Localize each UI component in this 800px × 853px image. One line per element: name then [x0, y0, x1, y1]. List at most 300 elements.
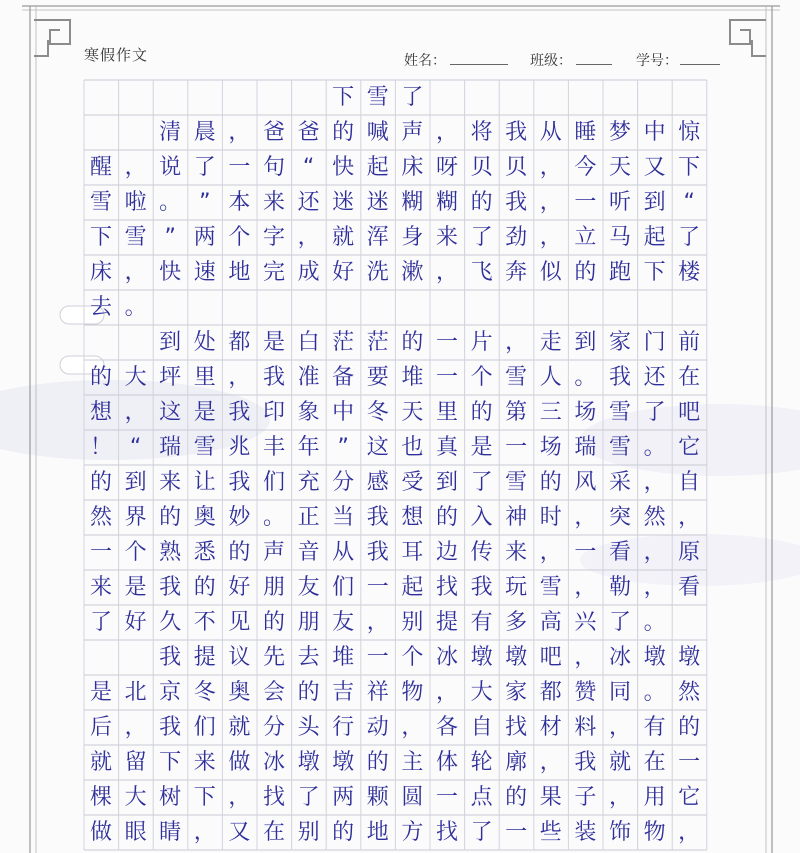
essay-character: 地 — [228, 260, 251, 285]
essay-character: 听 — [608, 190, 631, 215]
essay-character: 我 — [608, 365, 631, 390]
essay-character: 的 — [332, 120, 355, 145]
essay-character: 吉 — [332, 680, 355, 705]
essay-character: 瑞 — [574, 435, 597, 460]
essay-character: 是 — [262, 330, 285, 355]
essay-character: 有 — [470, 610, 493, 635]
essay-character: 找 — [435, 575, 458, 600]
essay-character: 我 — [470, 575, 493, 600]
essay-character: ， — [539, 540, 562, 565]
essay-character: ， — [539, 225, 562, 250]
essay-character: 到 — [643, 190, 666, 215]
essay-character: 感 — [366, 470, 389, 495]
essay-character: 分 — [332, 470, 355, 495]
essay-character: 备 — [332, 365, 355, 390]
essay-character: 这 — [159, 400, 182, 425]
essay-character: 地 — [366, 820, 389, 845]
essay-character: 象 — [297, 400, 320, 425]
essay-character: 做 — [89, 820, 112, 845]
essay-character: 多 — [505, 610, 528, 635]
essay-character: 速 — [193, 260, 216, 285]
essay-character: 下 — [193, 785, 216, 810]
essay-character: 了 — [608, 610, 631, 635]
essay-character: 是 — [193, 400, 216, 425]
student-id-label: 学号： — [636, 53, 678, 69]
essay-character: 完 — [262, 260, 285, 285]
essay-character: 下 — [678, 155, 701, 180]
essay-character: 冰 — [608, 645, 631, 670]
essay-character: 看 — [678, 575, 701, 600]
essay-character: 中 — [332, 400, 355, 425]
essay-character: 动 — [366, 715, 389, 740]
essay-character: 一 — [89, 540, 112, 565]
essay-character: ， — [228, 785, 251, 810]
essay-character: 是 — [470, 435, 493, 460]
essay-character: 雪 — [193, 435, 216, 460]
essay-character: 了 — [401, 85, 424, 110]
essay-character: 。 — [262, 505, 285, 530]
name-label: 姓名： — [404, 53, 446, 69]
essay-character: 雪 — [89, 190, 112, 215]
essay-character: 天 — [401, 400, 424, 425]
essay-character: 雪 — [608, 400, 631, 425]
essay-character: 的 — [228, 540, 251, 565]
essay-character: 还 — [643, 365, 666, 390]
essay-character: 到 — [435, 470, 458, 495]
essay-character: 冬 — [366, 400, 389, 425]
essay-character: 一 — [505, 820, 528, 845]
essay-character: 树 — [159, 785, 182, 810]
essay-character: 物 — [401, 680, 424, 705]
essay-character: 本 — [228, 190, 251, 215]
essay-character: 起 — [401, 575, 424, 600]
essay-character: 白 — [297, 330, 320, 355]
essay-character: 睛 — [159, 820, 182, 845]
essay-character: 雪 — [366, 85, 389, 110]
essay-character: 爸 — [297, 120, 320, 145]
essay-character: 中 — [643, 120, 666, 145]
essay-character: 的 — [470, 400, 493, 425]
essay-character: “ — [302, 155, 315, 180]
essay-character: 提 — [435, 610, 458, 635]
essay-character: 也 — [401, 435, 424, 460]
essay-character: 贝 — [505, 155, 528, 180]
essay-character: 在 — [643, 750, 666, 775]
essay-character: 喊 — [366, 120, 389, 145]
essay-character: 下 — [89, 225, 112, 250]
essay-character: ， — [401, 715, 424, 740]
essay-character: 就 — [89, 750, 112, 775]
essay-character: 我 — [366, 505, 389, 530]
essay-character: 个 — [228, 225, 251, 250]
essay-character: 走 — [539, 330, 562, 355]
essay-character: 马 — [608, 225, 631, 250]
essay-character: 一 — [435, 365, 458, 390]
essay-character: 家 — [608, 330, 631, 355]
essay-character: 句 — [262, 155, 285, 180]
essay-character: 来 — [505, 540, 528, 565]
essay-character: 传 — [470, 540, 493, 565]
essay-character: 的 — [193, 575, 216, 600]
essay-character: 友 — [332, 610, 355, 635]
essay-character: 棵 — [89, 785, 112, 810]
essay-character: 料 — [574, 715, 597, 740]
essay-character: 就 — [228, 715, 251, 740]
essay-character: 大 — [470, 680, 493, 705]
essay-character: 好 — [332, 260, 355, 285]
essay-character: 方 — [401, 820, 424, 845]
essay-character: 一 — [574, 540, 597, 565]
essay-character: 来 — [193, 750, 216, 775]
essay-character: 然 — [643, 505, 666, 530]
essay-character: 吧 — [678, 400, 701, 425]
essay-character: 床 — [89, 260, 112, 285]
essay-character: 的 — [262, 610, 285, 635]
essay-character: 的 — [159, 505, 182, 530]
essay-character: ” — [337, 435, 349, 460]
essay-character: 的 — [435, 505, 458, 530]
essay-character: 装 — [574, 820, 597, 845]
essay-character: 洗 — [366, 260, 389, 285]
essay-character: 会 — [262, 680, 285, 705]
essay-character: 一 — [435, 330, 458, 355]
essay-character: 梦 — [608, 120, 631, 145]
essay-character: 人 — [539, 365, 562, 390]
essay-character: 今 — [574, 155, 597, 180]
essay-character: ， — [297, 225, 320, 250]
essay-character: 身 — [401, 225, 424, 250]
essay-character: 别 — [297, 820, 320, 845]
essay-character: 一 — [366, 575, 389, 600]
class-label: 班级： — [530, 53, 572, 69]
essay-character: 浑 — [366, 225, 389, 250]
essay-character: 我 — [228, 400, 251, 425]
essay-character: 字 — [262, 225, 285, 250]
essay-character: 是 — [124, 575, 147, 600]
essay-character: 我 — [505, 120, 528, 145]
essay-character: 里 — [193, 365, 216, 390]
essay-character: 的 — [574, 260, 597, 285]
essay-character: 高 — [539, 610, 562, 635]
essay-character: 的 — [89, 365, 112, 390]
essay-character: 。 — [574, 365, 597, 390]
essay-character: 好 — [124, 610, 147, 635]
essay-character: ， — [608, 785, 631, 810]
essay-character: ， — [435, 120, 458, 145]
essay-character: ， — [574, 505, 597, 530]
essay-character: 去 — [297, 645, 320, 670]
essay-character: 的 — [89, 470, 112, 495]
essay-character: 迷 — [366, 190, 389, 215]
essay-character: 的 — [297, 680, 320, 705]
essay-character: 的 — [505, 785, 528, 810]
essay-character: 墩 — [678, 645, 701, 670]
essay-character: 说 — [159, 155, 182, 180]
essay-character: 时 — [539, 505, 562, 530]
essay-character: 自 — [470, 715, 493, 740]
essay-character: 我 — [228, 470, 251, 495]
essay-character: 各 — [435, 715, 458, 740]
essay-character: 丰 — [262, 435, 285, 460]
essay-character: 的 — [470, 190, 493, 215]
essay-character: 。 — [124, 295, 147, 320]
essay-character: 有 — [643, 715, 666, 740]
essay-character: 自 — [678, 470, 701, 495]
essay-character: 一 — [228, 155, 251, 180]
essay-character: 。 — [643, 610, 666, 635]
essay-character: 堆 — [332, 645, 355, 670]
essay-character: 雪 — [539, 575, 562, 600]
essay-character: 成 — [297, 260, 320, 285]
essay-character: 耳 — [401, 540, 424, 565]
essay-character: 然 — [89, 505, 112, 530]
essay-character: 坪 — [159, 365, 182, 390]
essay-character: ， — [574, 575, 597, 600]
essay-character: 颗 — [366, 785, 389, 810]
essay-character: 别 — [401, 610, 424, 635]
essay-character: ， — [643, 470, 666, 495]
essay-character: 墩 — [332, 750, 355, 775]
essay-character: 京 — [159, 680, 182, 705]
essay-character: 两 — [332, 785, 355, 810]
essay-character: 们 — [332, 575, 355, 600]
essay-character: ， — [574, 645, 597, 670]
essay-character: 主 — [401, 750, 424, 775]
essay-character: 好 — [228, 575, 251, 600]
essay-character: 朋 — [262, 575, 285, 600]
essay-character: 采 — [608, 470, 631, 495]
essay-character: 第 — [505, 400, 528, 425]
essay-character: 兴 — [574, 610, 597, 635]
essay-character: 来 — [89, 575, 112, 600]
essay-character: 迷 — [332, 190, 355, 215]
essay-character: 就 — [332, 225, 355, 250]
essay-character: 饰 — [608, 820, 631, 845]
essay-character: 醒 — [89, 155, 112, 180]
essay-character: 还 — [297, 190, 320, 215]
essay-character: 我 — [159, 715, 182, 740]
essay-character: 正 — [297, 505, 320, 530]
essay-character: 受 — [401, 470, 424, 495]
essay-character: 不 — [193, 610, 216, 635]
essay-character: 冰 — [262, 750, 285, 775]
essay-character: ， — [124, 400, 147, 425]
essay-character: 眼 — [124, 820, 147, 845]
essay-character: 来 — [435, 225, 458, 250]
essay-character: 们 — [262, 470, 285, 495]
essay-character: 后 — [89, 715, 112, 740]
essay-character: 先 — [262, 645, 285, 670]
essay-character: 点 — [470, 785, 493, 810]
essay-character: 突 — [608, 505, 631, 530]
essay-character: 跑 — [608, 260, 631, 285]
essay-character: ” — [199, 190, 211, 215]
essay-character: 体 — [435, 750, 458, 775]
essay-character: 茫 — [366, 330, 389, 355]
essay-character: 想 — [89, 400, 112, 425]
essay-character: 里 — [435, 400, 458, 425]
essay-character: 从 — [539, 120, 562, 145]
essay-character: 头 — [297, 715, 320, 740]
essay-character: 飞 — [470, 260, 493, 285]
essay-character: 了 — [470, 470, 493, 495]
essay-character: 充 — [297, 470, 320, 495]
essay-character: 入 — [470, 505, 493, 530]
essay-character: 分 — [262, 715, 285, 740]
essay-character: 清 — [159, 120, 182, 145]
essay-character: “ — [129, 435, 142, 460]
essay-character: 茫 — [332, 330, 355, 355]
essay-character: 做 — [228, 750, 251, 775]
essay-character: 劲 — [505, 225, 528, 250]
essay-character: 起 — [366, 155, 389, 180]
essay-character: 到 — [574, 330, 597, 355]
essay-character: 找 — [505, 715, 528, 740]
essay-character: 大 — [124, 365, 147, 390]
essay-character: 风 — [574, 470, 597, 495]
essay-character: 的 — [539, 470, 562, 495]
essay-character: 我 — [505, 190, 528, 215]
essay-character: 奥 — [228, 680, 251, 705]
essay-character: 门 — [643, 330, 666, 355]
essay-character: 了 — [89, 610, 112, 635]
essay-character: 。 — [643, 435, 666, 460]
essay-character: 这 — [366, 435, 389, 460]
essay-character: 。 — [643, 680, 666, 705]
essay-character: 了 — [470, 225, 493, 250]
essay-character: 去 — [89, 295, 112, 320]
essay-character: 将 — [470, 120, 493, 145]
essay-character: ， — [678, 505, 701, 530]
essay-character: 玩 — [505, 575, 528, 600]
essay-character: 快 — [332, 155, 355, 180]
essay-character: 堆 — [401, 365, 424, 390]
essay-character: 起 — [643, 225, 666, 250]
essay-character: 惊 — [678, 120, 701, 145]
essay-character: 场 — [539, 435, 562, 460]
essay-character: 就 — [608, 750, 631, 775]
essay-character: 下 — [332, 85, 355, 110]
essay-character: ！ — [89, 435, 112, 460]
essay-character: 子 — [574, 785, 597, 810]
essay-character: ， — [539, 750, 562, 775]
essay-character: 的 — [332, 820, 355, 845]
essay-character: ， — [435, 260, 458, 285]
essay-character: 当 — [332, 505, 355, 530]
essay-character: 然 — [678, 680, 701, 705]
essay-character: 悉 — [193, 540, 216, 565]
worksheet-title: 寒假作文 — [84, 46, 149, 64]
essay-character: 了 — [470, 820, 493, 845]
essay-character: 声 — [262, 540, 285, 565]
essay-character: 雪 — [505, 470, 528, 495]
essay-character: 天 — [608, 155, 631, 180]
essay-character: 楼 — [678, 260, 701, 285]
essay-character: ， — [643, 540, 666, 565]
essay-character: 的 — [401, 330, 424, 355]
essay-character: ， — [539, 155, 562, 180]
essay-character: 又 — [228, 820, 251, 845]
essay-character: ， — [228, 120, 251, 145]
essay-character: 原 — [678, 540, 701, 565]
essay-character: 材 — [539, 715, 562, 740]
essay-character: 北 — [124, 680, 147, 705]
essay-character: 片 — [470, 330, 493, 355]
essay-character: 了 — [678, 225, 701, 250]
essay-character: 真 — [435, 435, 458, 460]
essay-character: 留 — [124, 750, 147, 775]
essay-character: 是 — [89, 680, 112, 705]
essay-character: 一 — [435, 785, 458, 810]
essay-character: 墩 — [643, 645, 666, 670]
essay-character: 来 — [159, 470, 182, 495]
essay-character: 到 — [124, 470, 147, 495]
essay-character: 奥 — [193, 505, 216, 530]
essay-character: 墩 — [470, 645, 493, 670]
essay-character: 爸 — [262, 120, 285, 145]
essay-character: 久 — [159, 610, 182, 635]
essay-character: 印 — [262, 400, 285, 425]
essay-character: 边 — [435, 540, 458, 565]
essay-character: 似 — [539, 260, 562, 285]
essay-character: 前 — [678, 330, 701, 355]
essay-character: 圆 — [401, 785, 424, 810]
essay-character: 要 — [366, 365, 389, 390]
essay-character: 的 — [678, 715, 701, 740]
essay-character: 家 — [505, 680, 528, 705]
essay-character: 一 — [678, 750, 701, 775]
essay-character: 行 — [332, 715, 355, 740]
essay-character: 到 — [159, 330, 182, 355]
essay-character: ， — [643, 575, 666, 600]
essay-character: 廓 — [505, 750, 528, 775]
essay-character: 瑞 — [159, 435, 182, 460]
essay-character: 的 — [366, 750, 389, 775]
essay-character: 它 — [678, 435, 701, 460]
essay-character: 晨 — [193, 120, 216, 145]
essay-character: 都 — [228, 330, 251, 355]
essay-character: 让 — [193, 470, 216, 495]
essay-character: 快 — [159, 260, 182, 285]
essay-character: 赞 — [574, 680, 597, 705]
essay-character: 处 — [193, 330, 216, 355]
essay-character: 声 — [401, 120, 424, 145]
essay-character: 们 — [193, 715, 216, 740]
essay-character: 兆 — [228, 435, 251, 460]
essay-character: 见 — [228, 610, 251, 635]
essay-character: 贝 — [470, 155, 493, 180]
essay-character: 在 — [262, 820, 285, 845]
essay-character: 朋 — [297, 610, 320, 635]
essay-character: 漱 — [401, 260, 424, 285]
essay-character: 床 — [401, 155, 424, 180]
essay-character: 我 — [574, 750, 597, 775]
essay-character: 三 — [539, 400, 562, 425]
essay-character: 果 — [539, 785, 562, 810]
essay-character: ， — [678, 820, 701, 845]
essay-character: 来 — [262, 190, 285, 215]
essay-character: 一 — [366, 645, 389, 670]
essay-character: 糊 — [435, 190, 458, 215]
essay-character: 雪 — [608, 435, 631, 460]
essay-character: 同 — [608, 680, 631, 705]
essay-character: 睡 — [574, 120, 597, 145]
essay-character: 我 — [159, 575, 182, 600]
essay-character: 些 — [539, 820, 562, 845]
essay-character: 个 — [124, 540, 147, 565]
essay-character: 立 — [574, 225, 597, 250]
essay-character: 墩 — [505, 645, 528, 670]
